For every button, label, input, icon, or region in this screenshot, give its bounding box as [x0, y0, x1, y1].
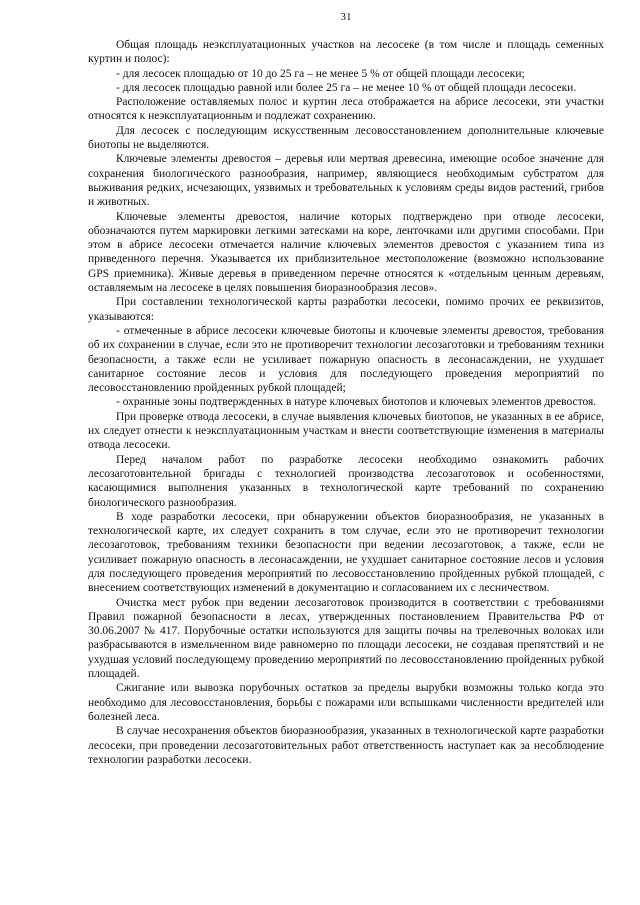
paragraph: Перед началом работ по разработке лесосеки необходимо ознакомить рабочих лесозаготовительной бригады с технологией производства лесозаготовок и особенностями, касающимися выполнения указанных в технологической карте требований по сохранению биологического разнообразия. — [88, 453, 604, 509]
paragraph: Расположение оставляемых полос и куртин леса отображается на абрисе лесосеки, эти участки относятся к неэксплуатационным и подлежат сохранению. — [88, 96, 604, 123]
paragraph: Общая площадь неэксплуатационных участков на лесосеке (в том числе и площадь семенных куртин и полос): — [88, 39, 604, 66]
paragraph: Для лесосек с последующим искусственным лесовосстановлением дополнительные ключевые биотопы не выделяются. — [88, 124, 604, 152]
paragraph: Ключевые элементы древостоя – деревья или мертвая древесина, имеющие особое значение для сохранения биологического разнообразия, например, являющиеся необходимым субстратом для выживания редких, исчезающих, уязвимых и требовательных к условиям среды видов растений, грибов и животных. — [88, 153, 604, 209]
list-item: - отмеченные в абрисе лесосеки ключевые биотопы и ключевые элементы древостоя, требования об их сохранении в случае, если это не противоречит технологии лесозаготовки и требованиям техники безопасности, а также если не усиливает пожарную опасность в лесонасаждении, не ухудшает санитарное состояние лесов и условия для последующего проведения мероприятий по лесовосстановлению пройденных рубкой площадей; — [88, 324, 604, 395]
paragraph: В ходе разработки лесосеки, при обнаружении объектов биоразнообразия, не указанных в технологической карте, их следует сохранить в том случае, если это не противоречит технологии лесозаготовок, требованиям техники безопасности при ведении лесозаготовок, а также, если не усиливает пожарную опасность в лесонасаждении, не ухудшает санитарное состояние лесов и условия для последующего проведения мероприятий по лесовосстановлению пройденных рубкой площадей, с внесением соответствующих изменений в документацию и согласованием их с лесничеством. — [88, 510, 604, 595]
body-text — [88, 38, 604, 767]
paragraph: При составлении технологической карты разработки лесосеки, помимо прочих ее реквизитов, указываются: — [88, 296, 604, 323]
list-item: - для лесосек площадью от 10 до 25 га – не менее 5 % от общей площади лесосеки; — [116, 67, 525, 80]
list-item: - для лесосек площадью равной или более 25 га – не менее 10 % от общей площади лесосеки. — [116, 81, 577, 94]
paragraph: Сжигание или вывозка порубочных остатков за пределы вырубки возможны только когда это необходимо для лесовосстановления, борьбы с пожарами или вспышками численности вредителей или болезней леса. — [88, 682, 604, 723]
list-item: - охранные зоны подтвержденных в натуре ключевых биотопов и ключевых элементов древостоя. — [116, 396, 597, 409]
page-number: 31 — [340, 11, 352, 23]
paragraph: В случае несохранения объектов биоразнообразия, указанных в технологической карте разработки лесосеки, при проведении лесозаготовительных работ ответственность наступает как за несоблюдение технологии разработки лесосеки. — [88, 725, 604, 766]
paragraph: Очистка мест рубок при ведении лесозаготовок производится в соответствии с требованиями Правил пожарной безопасности в лесах, утвержденных постановлением Правительства РФ от 30.06.2007 № 417. Порубочные остатки используются для защиты почвы на трелевочных волоках или разбрасываются в измельченном виде равномерно по площади лесосеки, не создавая препятствий и не ухудшая условий последующему проведению мероприятий по лесовосстановлению пройденных рубкой площадей. — [88, 596, 604, 681]
paragraph: Ключевые элементы древостоя, наличие которых подтверждено при отводе лесосеки, обозначаются путем маркировки легкими затесками на коре, ленточками или другими способами. При этом в абрисе лесосеки отмечается наличие ключевых элементов древостоя с указанием типа из приведенного перечня. Указывается их приблизительное местоположение (возможно использование GPS приемника). Живые деревья в приведенном перечне относятся к «отдельным ценным деревьям, оставляемым на лесосеке в целях повышения биоразнообразия лесов». — [88, 210, 604, 295]
paragraph: При проверке отвода лесосеки, в случае выявления ключевых биотопов, не указанных в ее абрисе, их следует отнести к неэксплуатационным участкам и внести соответствующие изменения в материалы отвода лесосеки. — [88, 410, 604, 452]
